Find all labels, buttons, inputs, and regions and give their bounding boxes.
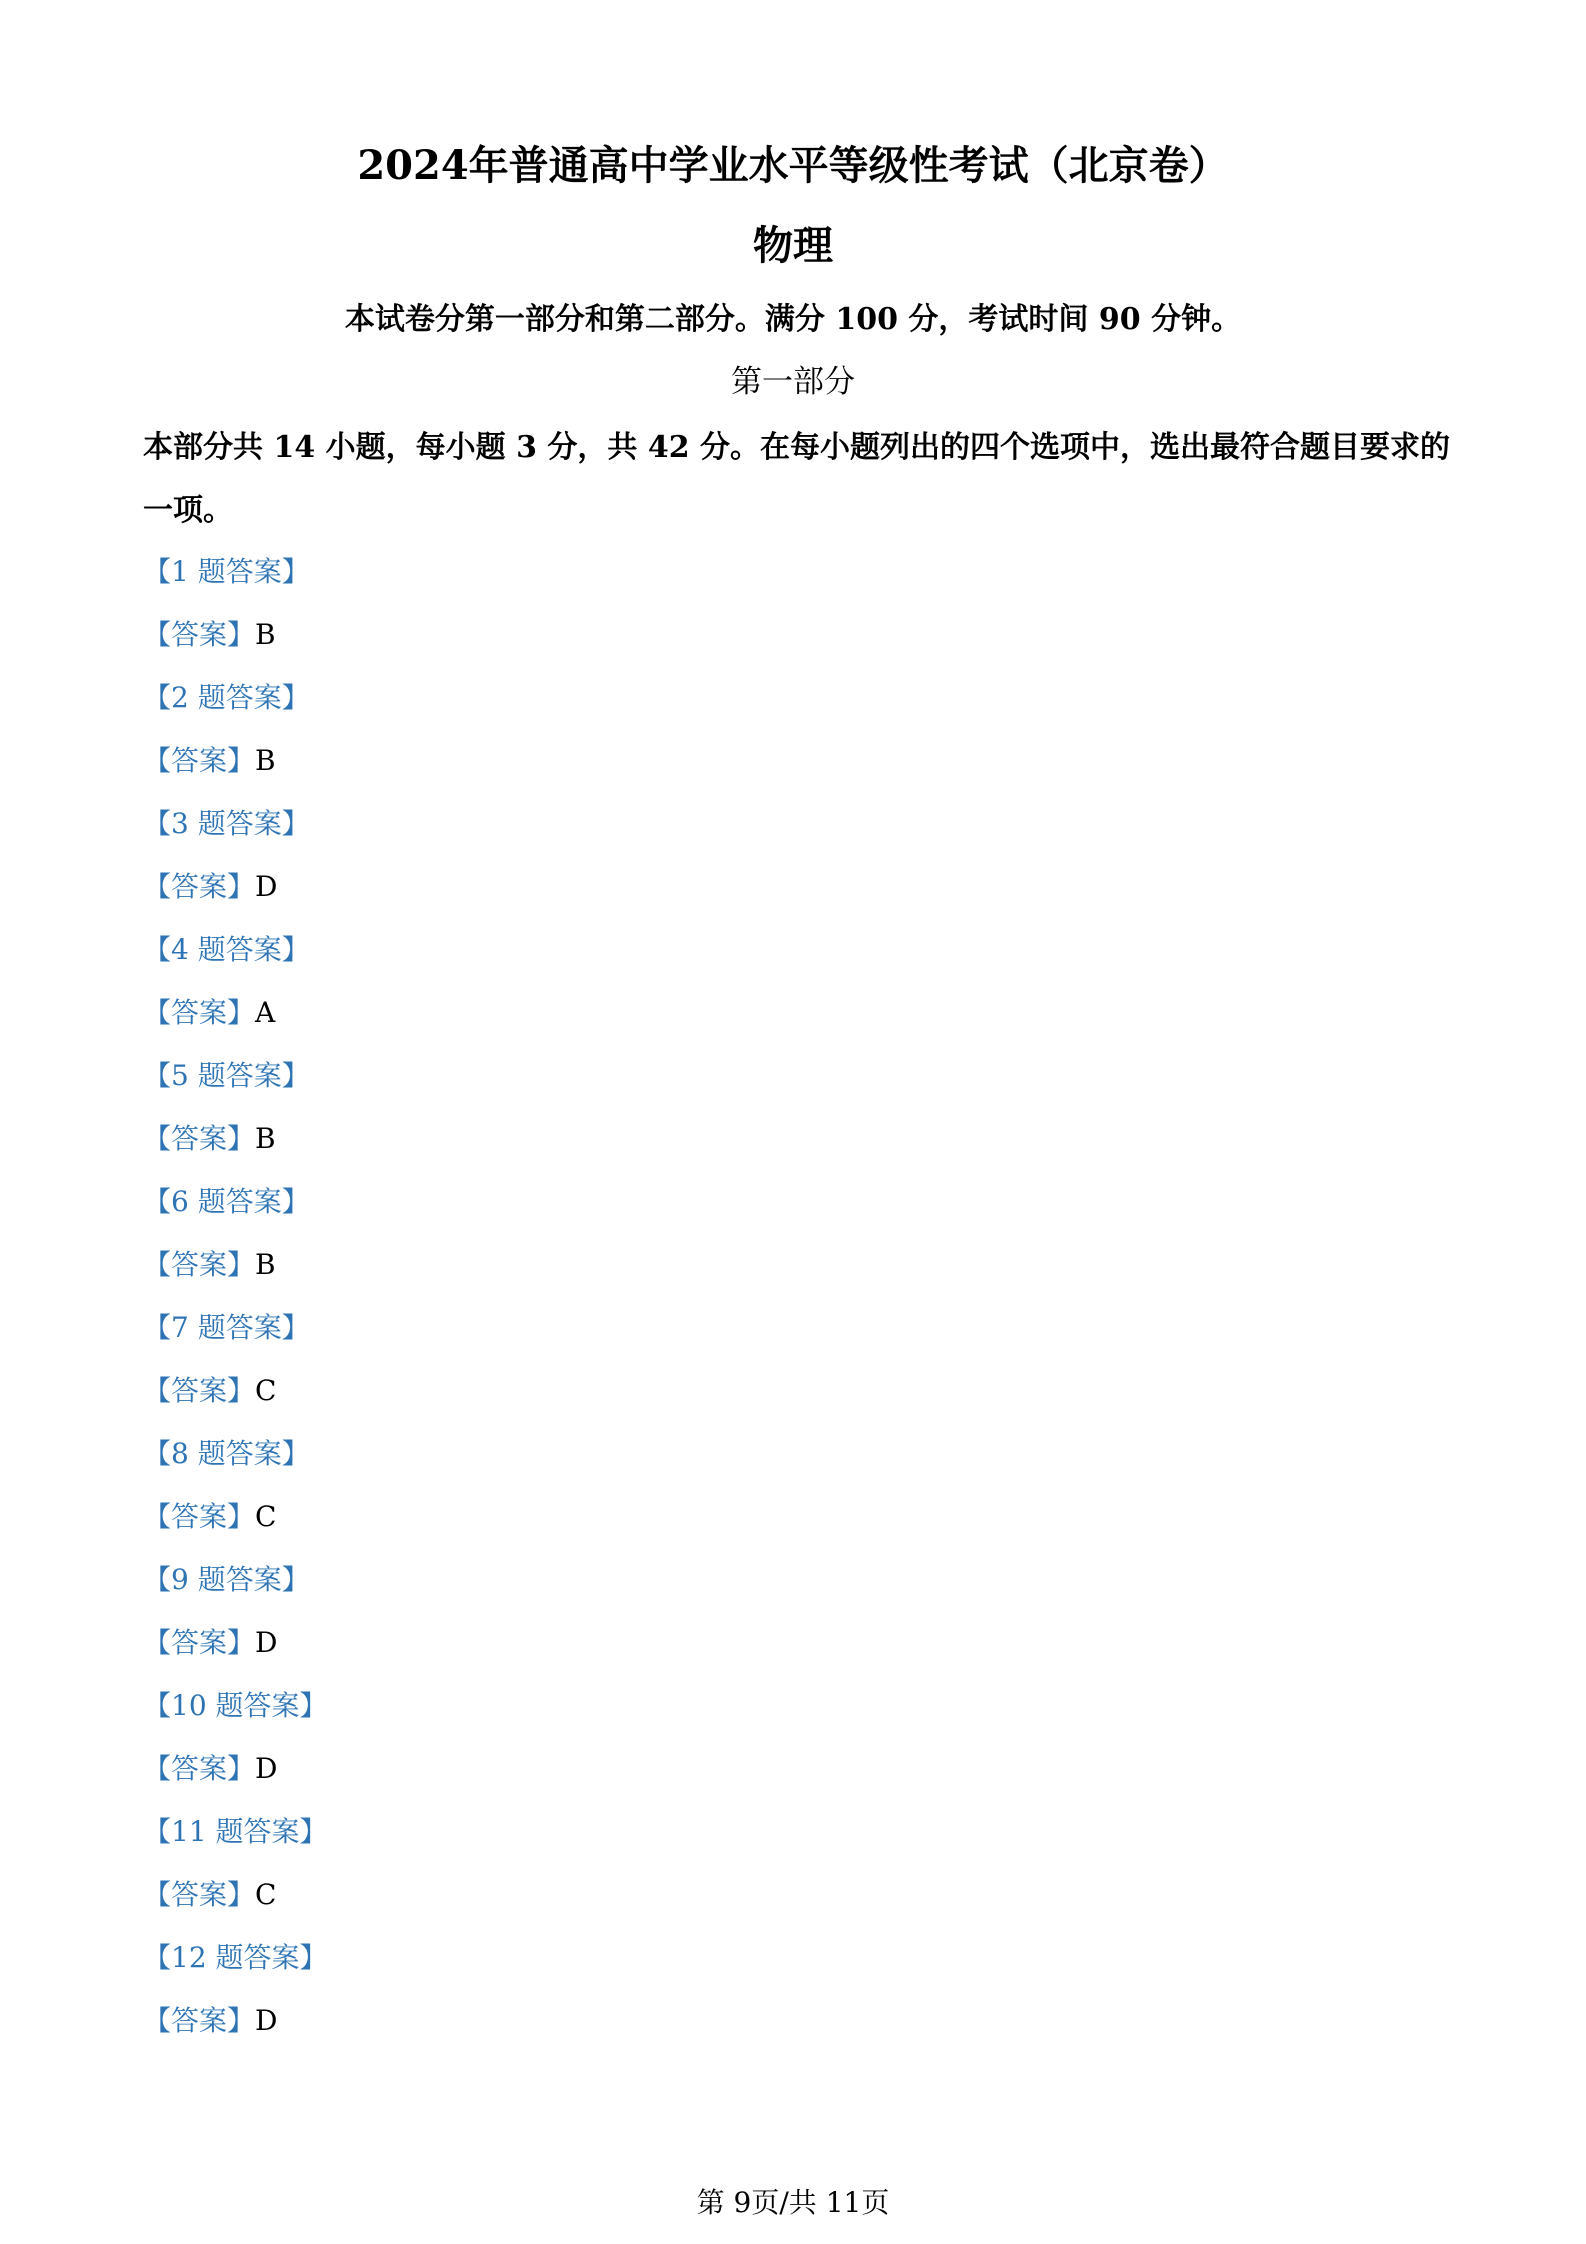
question-heading: 【4 题答案】 <box>143 933 310 966</box>
subject-title: 物理 <box>753 222 833 269</box>
answer-label: 【答案】 <box>143 1248 256 1281</box>
answer-row <box>143 1359 943 1422</box>
question-heading: 【8 题答案】 <box>143 1437 310 1470</box>
question-heading: 【10 题答案】 <box>143 1689 328 1722</box>
question-heading: 【11 题答案】 <box>143 1815 328 1848</box>
answer-row <box>143 603 943 666</box>
answer-list <box>143 540 943 2052</box>
answer-label: 【答案】 <box>143 1752 256 1785</box>
answer-value: B <box>255 1248 276 1281</box>
answer-label: 【答案】 <box>143 2004 256 2037</box>
question-heading: 【2 题答案】 <box>143 681 310 714</box>
question-heading: 【12 题答案】 <box>143 1941 328 1974</box>
answer-value: D <box>255 1752 278 1785</box>
question-heading: 【7 题答案】 <box>143 1311 310 1344</box>
section-title: 第一部分 <box>731 364 855 400</box>
answer-label: 【答案】 <box>143 1626 256 1659</box>
answer-label: 【答案】 <box>143 1878 256 1911</box>
answer-label: 【答案】 <box>143 618 256 651</box>
answer-label: 【答案】 <box>143 870 256 903</box>
answer-label: 【答案】 <box>143 1374 256 1407</box>
answer-value: C <box>255 1878 277 1911</box>
answer-row <box>143 1107 943 1170</box>
answer-row <box>143 1485 943 1548</box>
answer-value: D <box>255 1626 278 1659</box>
question-heading: 【3 题答案】 <box>143 807 310 840</box>
question-heading: 【9 题答案】 <box>143 1563 310 1596</box>
question-heading: 【1 题答案】 <box>143 555 310 588</box>
exam-title: 2024年普通高中学业水平等级性考试（北京卷） <box>357 142 1229 189</box>
answer-row <box>143 1863 943 1926</box>
answer-row <box>143 1737 943 1800</box>
exam-intro: 本试卷分第一部分和第二部分。满分 100 分，考试时间 90 分钟。 <box>344 302 1242 337</box>
answer-value: B <box>255 1122 276 1155</box>
answer-label: 【答案】 <box>143 744 256 777</box>
answer-label: 【答案】 <box>143 1500 256 1533</box>
answer-row <box>143 1989 943 2052</box>
answer-value: B <box>255 618 276 651</box>
section-instructions: 本部分共 14 小题，每小题 3 分，共 42 分。在每小题列出的四个选项中，选出最符合题目要求的一项。 <box>143 430 1451 528</box>
answer-value: D <box>255 2004 278 2037</box>
question-heading: 【6 题答案】 <box>143 1185 310 1218</box>
answer-row <box>143 855 943 918</box>
answer-label: 【答案】 <box>143 996 256 1029</box>
answer-value: B <box>255 744 276 777</box>
answer-row <box>143 729 943 792</box>
page-footer: 第 9页/共 11页 <box>696 2186 890 2219</box>
answer-row <box>143 981 943 1044</box>
answer-label: 【答案】 <box>143 1122 256 1155</box>
answer-value: A <box>255 996 276 1029</box>
answer-value: C <box>255 1500 277 1533</box>
answer-row <box>143 1233 943 1296</box>
answer-row <box>143 1611 943 1674</box>
question-heading: 【5 题答案】 <box>143 1059 310 1092</box>
answer-value: C <box>255 1374 277 1407</box>
answer-value: D <box>255 870 278 903</box>
